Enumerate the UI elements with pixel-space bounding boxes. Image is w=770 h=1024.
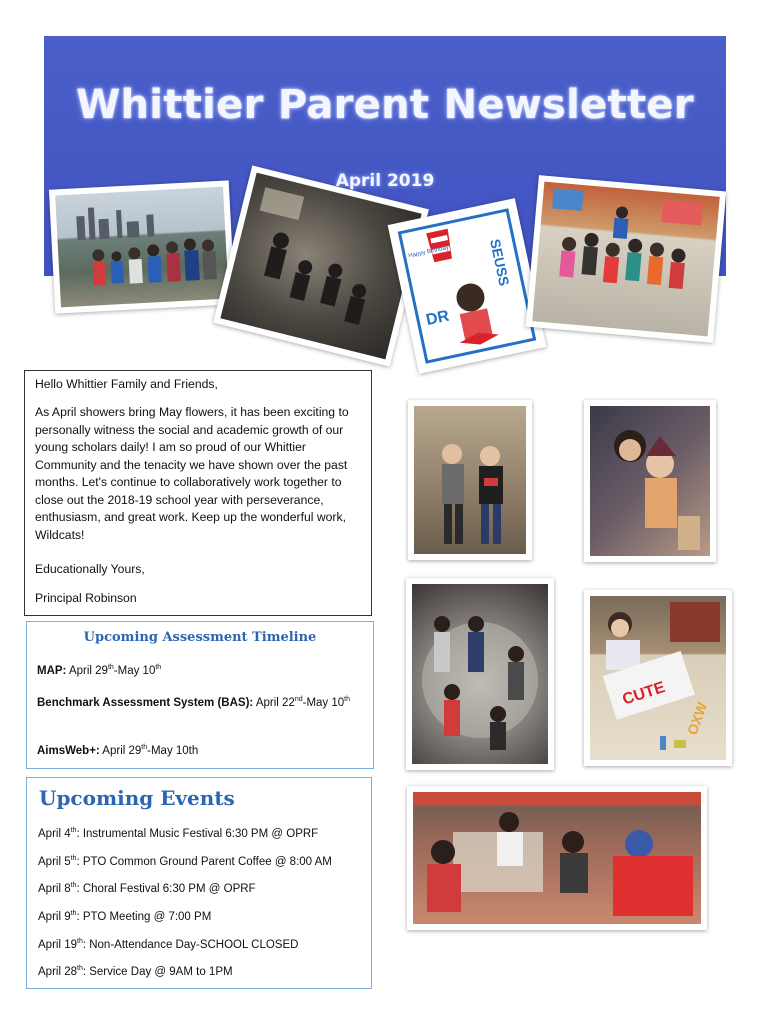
assessment-timeline-box (26, 621, 374, 769)
letter-signature: Principal Robinson (35, 591, 137, 605)
photo-classroom-activity (407, 786, 707, 930)
photo-teacher-child (584, 400, 716, 562)
dr-sign-text: DR (424, 307, 451, 330)
seuss-sign-text: SEUSS (487, 237, 513, 288)
event-item: April 8th: Choral Festival 6:30 PM @ OPRF (38, 882, 256, 895)
letter-greeting: Hello Whittier Family and Friends, (35, 377, 218, 391)
assessment-item: MAP: April 29th-May 10th (37, 664, 162, 677)
letters-cute-text: CUTE (620, 678, 668, 709)
events-title: Upcoming Events (39, 786, 235, 810)
assessment-item: Benchmark Assessment System (BAS): April 22nd-May 10th (37, 696, 350, 709)
event-item: April 5th: PTO Common Ground Parent Coffee @ 8:00 AM (38, 855, 332, 868)
newsletter-date: April 2019 (335, 171, 435, 191)
event-item: April 9th: PTO Meeting @ 7:00 PM (38, 910, 212, 923)
event-item: April 28th: Service Day @ 9AM to 1PM (38, 965, 233, 978)
upcoming-events-box (26, 777, 372, 989)
letter-body: As April showers bring May flowers, it has been exciting to personally witness the social and academic growth of our young scholars daily! I am so proud of our Whittier Community and the tenacity we have shown over the past months. Let's continue to collaboratively work together to close out the 2018-19 school year with perseverance, enthusiasm, and great work. Keep up the wonderful work, Wildcats! (35, 405, 349, 542)
event-item: April 4th: Instrumental Music Festival 6:30 PM @ OPRF (38, 827, 319, 840)
assessment-title: Upcoming Assessment Timeline (83, 630, 317, 645)
photo-two-boys (408, 400, 532, 560)
letter-closing: Educationally Yours, (35, 562, 145, 576)
photo-students-floor (406, 578, 554, 770)
hb-sign-text: Happy Birthday (407, 245, 450, 260)
letters-oxw-text: OXW (683, 700, 711, 738)
newsletter-title: Whittier Parent Newsletter (76, 82, 694, 128)
photo-letters-puzzle (584, 590, 732, 766)
event-item: April 19th: Non-Attendance Day-SCHOOL CLOSED (38, 938, 299, 951)
assessment-item: AimsWeb+: April 29th-May 10th (37, 744, 199, 757)
principal-letter (24, 370, 372, 616)
photo-skyline-group (49, 180, 235, 313)
photo-classroom-group (526, 175, 727, 343)
